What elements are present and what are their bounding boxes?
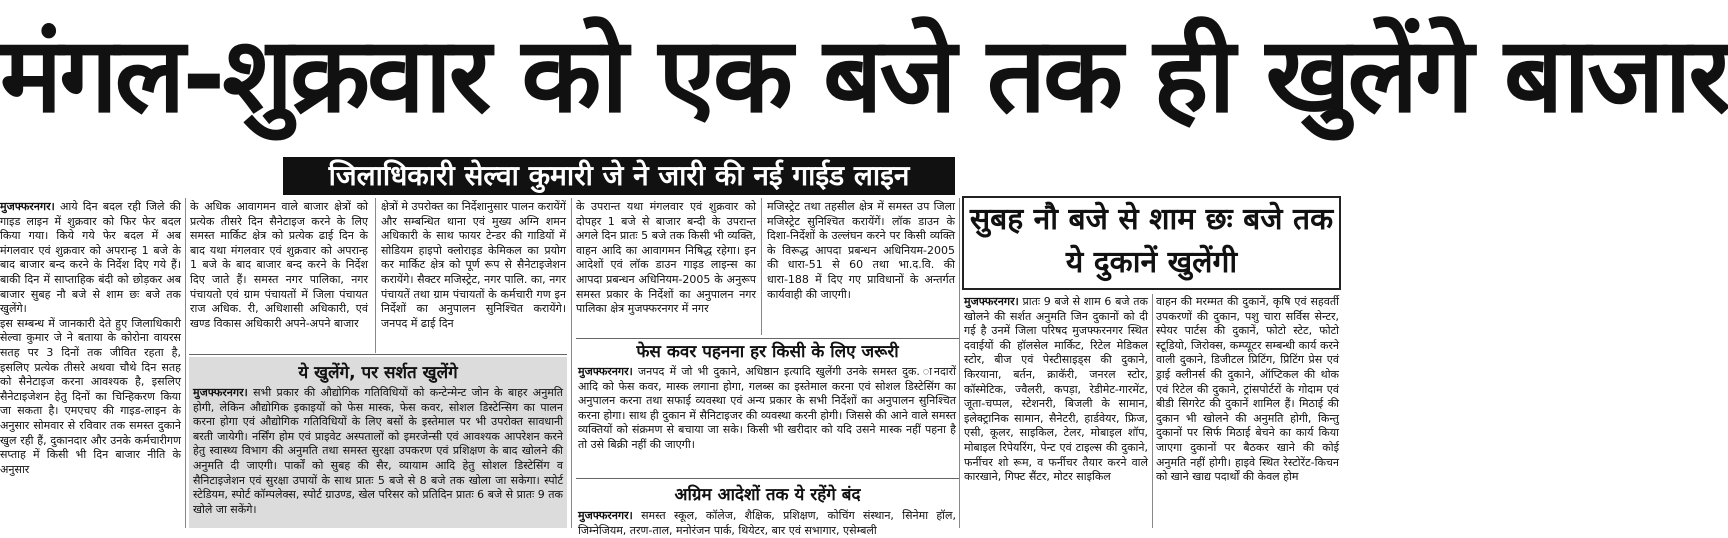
closed-section-heading: अग्रिम आदेशों तक ये रहेंगे बंद [674, 485, 861, 505]
conditional-section-heading: ये खुलेंगे, पर सर्शत खुलेंगे [298, 363, 458, 383]
article-paragraph: वाहन की मरम्मत की दुकानें, कृषि एवं सहवर्ती उपकरणों की दुकान, पशु चारा सर्विस सेन्टर, स्पेयर पार्टस की दुकानें, फोटो स्टेट, फोटो स्टूडियो, जिरोक्स, कम्प्यूटर सम्बन्धी कार्य करने वाली दुकाने, डिजीटल प्रिटिंग, प्रिटिंग प्रेस एवं ड्राई क्लीनर्स की दुकाने, ऑप्टिकल की थोक एवं रिटेल की दुकाने, ट्रांसपोर्टरों के गोदाम एवं बीडी सिगरेट की दुकानें शामिल हैं। मिठाई की दुकान भी खोलने की अनुमति होगी, किन्तु दुकानों पर सिर्फ मिठाई बेचने का कार्य किया जाएगा दुकानों पर बैठकर खाने की कोई अनुमति नहीं होगी। हाइवे स्थित रेस्टोरेंट-किचन को खाने खाद्य पदार्थों की केवल होम [1156, 295, 1339, 484]
column-divider [1152, 294, 1153, 528]
article-column-3 [381, 200, 566, 350]
article-paragraph: मुजफ्फरनगर। प्रातः 9 बजे से शाम 6 बजे तक खोलने की सर्शत अनुमति जिन दुकानों को दी गई है उनमें जिला परिषद मुजफ्फरनगर स्थित दवाईयों की हॉलसेल मार्किट, रिटेल मेडिकल स्टोर, बीज एवं पेस्टीसाइड्स की दुकाने, किरयाना, बर्तन, क्राकॅरी, जनरल स्टोर, कॉस्मेटिक, ज्वैलरी, कपड़ा, रेडीमेट-गारमेंट, जूता-चप्पल, स्टेशनरी, बिजली के सामान, इलेक्ट्रानिक सामान, सैनेटरी, हार्डवेयर, फ्रिज, एसी, कूलर, साइकिल, टेलर, मोबाइल शॉप, मोबाइल रिपेयरिंग, पेन्ट एवं टाइल्स की दुकाने, फर्नीचर शो रूम, व फर्नीचर तैयार करने वाले कारखाने, गिफ्ट सैंटर, मोटर साइकिल [964, 295, 1148, 484]
article-paragraph: के उपरान्त यथा मंगलवार एवं शुक्रवार को दोपहर 1 बजे से बाजार बन्दी के उपरान्त अगले दिन प्रातः 5 बजे तक किसी भी व्यक्ति, वाहन आदि का आवागमन निषिद्ध रहेगा। इन आदेशों एवं लॉक डाउन गाइड लाइन्स का आपदा प्रबन्धन अधिनियम-2005 के अनुरूप समस्त प्रकार के निर्देशों का अनुपालन नगर पालिका क्षेत्र मुजफ्फरनगर में नगर [576, 200, 756, 316]
section-divider [189, 354, 567, 355]
headline: मंगल-शुक्रवार को एक बजे तक ही खुलेंगे बाजार [0, 14, 1728, 136]
article-column-1 [0, 200, 181, 528]
dateline: मुजफ्फरनगर। [578, 509, 633, 522]
dateline: मुजफ्फरनगर। [193, 386, 248, 399]
conditional-section-body [193, 386, 563, 528]
article-paragraph: मुजफ्फरनगर। समस्त स्कूल, कॉलेज, शैक्षिक, प्रशिक्षण, कोचिंग संस्थान, सिनेमा हॉल, जिम्नेजियम, तरण-ताल, मनोरंजन पार्क, थियेटर, बार एवं सभागार, एसेम्बली [578, 509, 956, 537]
column-divider [959, 198, 960, 528]
section-divider [576, 338, 959, 339]
column-divider [375, 198, 376, 353]
article-paragraph: मुजफ्फरनगर। सभी प्रकार की औद्योगिक गतिविधियों को कन्टेन्मेन्ट जोन के बाहर अनुमति होगी, लेकिन औद्योगिक इकाइयों को फेस मास्क, फेस कवर, सोशल डिस्टेन्सिग का पालन करना होगा एवं औद्योगिक गतिविधियों के लिए बसों के इस्तेमाल पर भी उपरोक्त सावधानी बरती जायेगी। नर्सिंग होम एवं प्राइवेट अस्पतालों को इमरजेन्सी एवं आवश्यक आपरेशन करने हेतु स्वास्थ्य विभाग की अनुमति तथा समस्त सुरक्षा उपकरण एवं प्रशिक्षण के बाद खोलने की अनुमति दी जाएगी। पार्कों को सुबह की सैर, व्यायाम आदि हेतु सोशल डिस्टेसिंग व सैनिटाइजेशन एवं सुरक्षा उपायों के साथ प्रातः 5 बजे से 8 बजे तक खोला जा सकेगा। स्पोर्ट स्टेडियम, स्पोर्ट कॉम्पलेक्स, स्पोर्ट ग्राउण्ड, खेल परिसर को प्रतिदिन प्रातः 6 बजे से प्रातः 9 तक खोले जा सकेंगे। [193, 386, 563, 516]
subheadline: जिलाधिकारी सेल्वा कुमारी जे ने जारी की नई गाईड लाइन [283, 157, 955, 195]
article-paragraph: के अधिक आवागमन वाले बाजार क्षेत्रों को प्रत्येक तीसरे दिन सैनेटाइज करने के लिए समस्त मार्किट क्षेत्र को प्रत्येक ढाई दिन के बाद यथा मंगलवार एवं शुक्रवार को अपरान्ह 1 बजे के बाद बाजार बन्द करने के निर्देश दिए जाते हैं। समस्त नगर पालिका, नगर पंचायतो एवं ग्राम पंचायतों में जिला पंचायत राज अधिक. री, अधिशासी अधिकारी, एवं खण्ड विकास अधिकारी अपने-अपने बाजार [190, 200, 368, 330]
column-divider [571, 198, 572, 528]
box-story-column-right [1156, 295, 1339, 528]
article-paragraph: मुजफ्फरनगर। जनपद में जो भी दुकाने, अधिष्ठान इत्यादि खुलेंगी उनके समस्त दुक. ानदारों आदि को फेस कवर, मास्क लगाना होगा, गलब्स का इस्तेमाल करना एवं सोशल डिस्टेसिंग का अनुपालन करना तथा सफाई व्यवस्था एवं अन्य प्रकार के सभी निर्देशों का अनुपालन सुनिश्चित करना होगा। साथ ही दुकान में सैनिटाइजर की व्यवस्था करनी होगी। जिससे की आने वाले समस्त व्यक्तियों को संक्रमण से बचाया जा सके। किसी भी खरीदार को यदि उसने मास्क नहीं पहना है तो उसे बिक्री नहीं की जाएगी। [578, 365, 956, 451]
article-paragraph: मुजफ्फरनगर। आये दिन बदल रही जिले की गाइड लाइन में शुक्रवार को फिर फेर बदल किया गया। किये गये फेर बदल में अब मंगलवार एवं शुक्रवार को अपरान्ह 1 बजे के बाद बाजार बन्द करने के निर्देश दिए गये हैं। बाकी दिन में साप्ताहिक बंदी को छोड़कर अब बाजार सुबह नौ बजे से शाम छः बजे तक खुलेंगे। [0, 200, 181, 316]
box-story-heading: सुबह नौ बजे से शाम छः बजे तक ये दुकानें खुलेंगी [962, 196, 1341, 290]
box-story-column-left [964, 295, 1148, 528]
dateline: मुजफ्फरनगर। [578, 365, 633, 378]
column-divider [185, 198, 186, 528]
dateline: मुजफ्फरनगर। [0, 200, 55, 213]
article-column-4 [576, 200, 756, 335]
section-divider [576, 478, 959, 479]
article-column-5 [767, 200, 955, 335]
article-paragraph: मजिस्ट्रेट तथा तहसील क्षेत्र में समस्त उप जिला मजिस्ट्रेट सुनिश्चित करायेंगें। लॉक डाउन के दिशा-निर्देशों के उल्लंघन करने पर किसी व्यक्ति के विरूद्ध आपदा प्रबन्धन अधिनियम-2005 की धारा-51 से 60 तथा भा.द.वि. की धारा-188 में दिए गए प्राविधानों के अन्तर्गत कार्यवाही की जाएगी। [767, 200, 955, 301]
article-column-2 [190, 200, 368, 350]
mask-section-body [578, 365, 956, 473]
article-paragraph: इस सम्बन्ध में जानकारी देते हुए जिलाधिकारी सेल्वा कुमार जे ने बताया के कोरोना वायरस सतह पर 3 दिनों तक जीवित रहता है, इसलिए प्रत्येक तीसरे अथवा चौथे दिन सतह को सैनेटाइज करना आवश्यक है, इसलिए सैनेटाइजेशन हेतु दिनों का चिन्हिकरण किया जा सकता है। एमएचए की गाइड-लाइन के अनुसार सोमवार से रविवार तक समस्त दुकाने खुल रही हैं, दुकानदार और उनके कर्मचारीगण सप्ताह में किसी भी दिन बाजार नीति के अनुसार [0, 316, 181, 476]
closed-section-body [578, 509, 956, 537]
column-divider [761, 198, 762, 335]
mask-section-heading: फेस कवर पहनना हर किसी के लिए जरूरी [636, 342, 899, 362]
dateline: मुजफ्फरनगर। [964, 295, 1019, 308]
article-paragraph: क्षेत्रों मे उपरोक्त का निर्देशानुसार पालन करायेंगें और सम्बन्धित थाना एवं मुख्य अग्नि शमन अधिकारी के साथ फायर टेन्डर की गाडियों में सोडियम हाइपो क्लोराइड केमिकल का प्रयोग कर मार्किट क्षेत्र को पूर्ण रूप से सैनेटाइजेशन करायेंगे। सैक्टर मजिस्ट्रेट, नगर पालि. का, नगर पंचायतें तथा ग्राम पंचायतों के कर्मचारी गण इन निर्देशों का अनुपालन सुनिश्चित करायेंगे। जनपद में ढाई दिन [381, 200, 566, 330]
